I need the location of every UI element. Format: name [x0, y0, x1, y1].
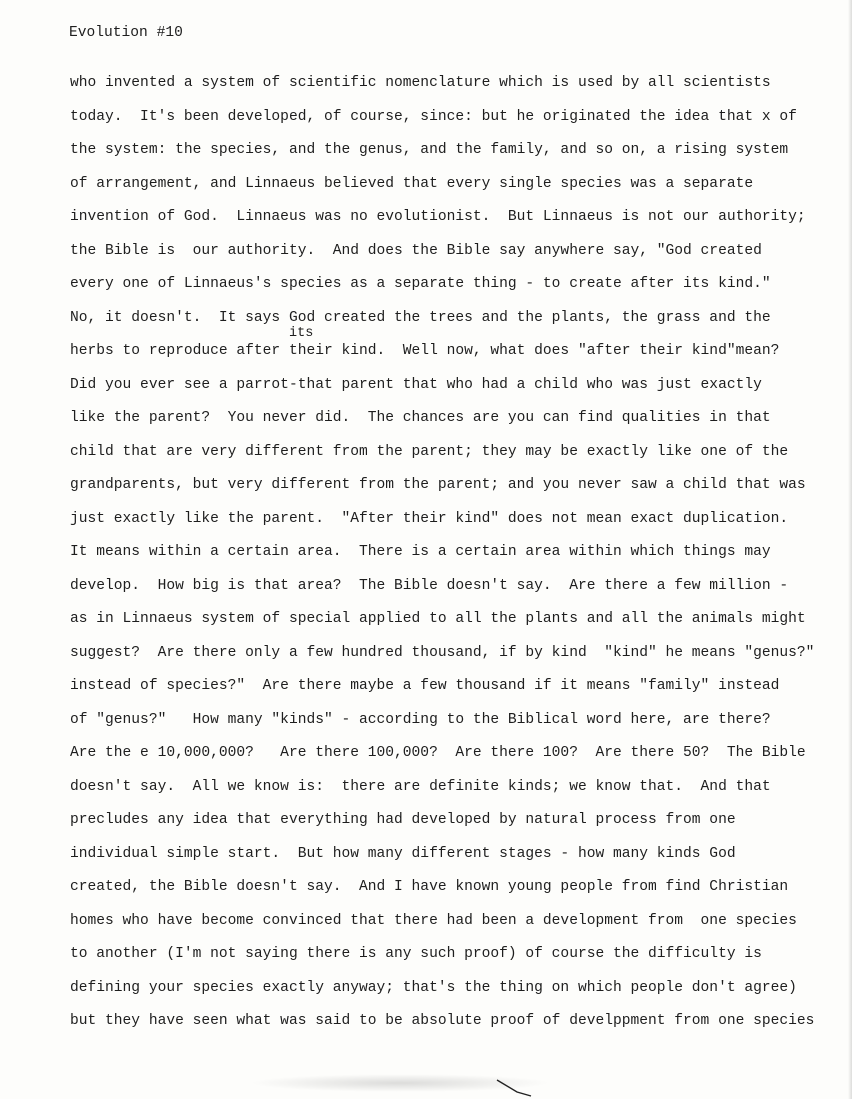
text-line: doesn't say. All we know is: there are definite kinds; we know that. And that	[70, 778, 771, 795]
text-line: develop. How big is that area? The Bible doesn't say. Are there a few million -	[70, 577, 789, 594]
text-line: as in Linnaeus system of special applied to all the plants and all the animals might	[70, 611, 806, 627]
text-line: of arrangement, and Linnaeus believed that every single species was a separate	[70, 175, 754, 192]
text-line: instead of species?" Are there maybe a few thousand if it means "family" instead	[70, 678, 780, 694]
text-line: child that are very different from the parent; they may be exactly like one of the	[70, 443, 789, 460]
text-line: Did you ever see a parrot-that parent that who had a child who was just exactly	[70, 376, 762, 393]
text-line: like the parent? You never did. The chances are you can find qualities in that	[70, 410, 771, 426]
text-line: grandparents, but very different from the parent; and you never saw a child that was	[70, 477, 806, 493]
page-edge-shadow	[848, 0, 852, 1099]
text-line: It means within a certain area. There is a certain area within which things may	[70, 544, 771, 560]
text-line: Are the e 10,000,000? Are there 100,000? Are there 100? Are there 50? The Bible	[70, 745, 806, 761]
interlinear-insertion: its	[289, 326, 314, 341]
text-line: created, the Bible doesn't say. And I have known young people from find Christian	[70, 879, 789, 895]
pen-mark-icon	[495, 1078, 535, 1098]
text-line: defining your species exactly anyway; that's the thing on which people don't agree)	[70, 979, 797, 996]
text-line: every one of Linnaeus's species as a separate thing - to create after its kind."	[70, 276, 771, 292]
text-line: who invented a system of scientific nomenclature which is used by all scientists	[70, 75, 771, 91]
text-line: invention of God. Linnaeus was no evolutionist. But Linnaeus is not our authority;	[70, 209, 806, 225]
text-line: homes who have become convinced that there had been a development from one species	[70, 912, 797, 929]
text-line: precludes any idea that everything had developed by natural process from one	[70, 812, 736, 828]
text-line: of "genus?" How many "kinds" - according to the Biblical word here, are there?	[70, 711, 771, 728]
text-line: suggest? Are there only a few hundred thousand, if by kind "kind" he means "genus?"	[70, 644, 815, 661]
text-line: the Bible is our authority. And does the Bible say anywhere say, "God created	[70, 242, 762, 259]
text-line: No, it doesn't. It says God created the trees and the plants, the grass and the	[70, 309, 771, 326]
text-line: the system: the species, and the genus, and the family, and so on, a rising system	[70, 142, 789, 158]
text-line: just exactly like the parent. "After their kind" does not mean exact duplication.	[70, 510, 789, 527]
running-head: Evolution #10	[69, 25, 183, 41]
text-line: to another (I'm not saying there is any such proof) of course the difficulty is	[70, 946, 762, 962]
text-line: today. It's been developed, of course, since: but he originated the idea that x of	[70, 108, 797, 125]
text-line: herbs to reproduce after their kind. Well now, what does "after their kind"mean?	[70, 343, 780, 359]
text-line: individual simple start. But how many different stages - how many kinds God	[70, 845, 736, 862]
body-text	[70, 72, 840, 1044]
text-line: but they have seen what was said to be absolute proof of develppment from one species	[70, 1013, 815, 1029]
